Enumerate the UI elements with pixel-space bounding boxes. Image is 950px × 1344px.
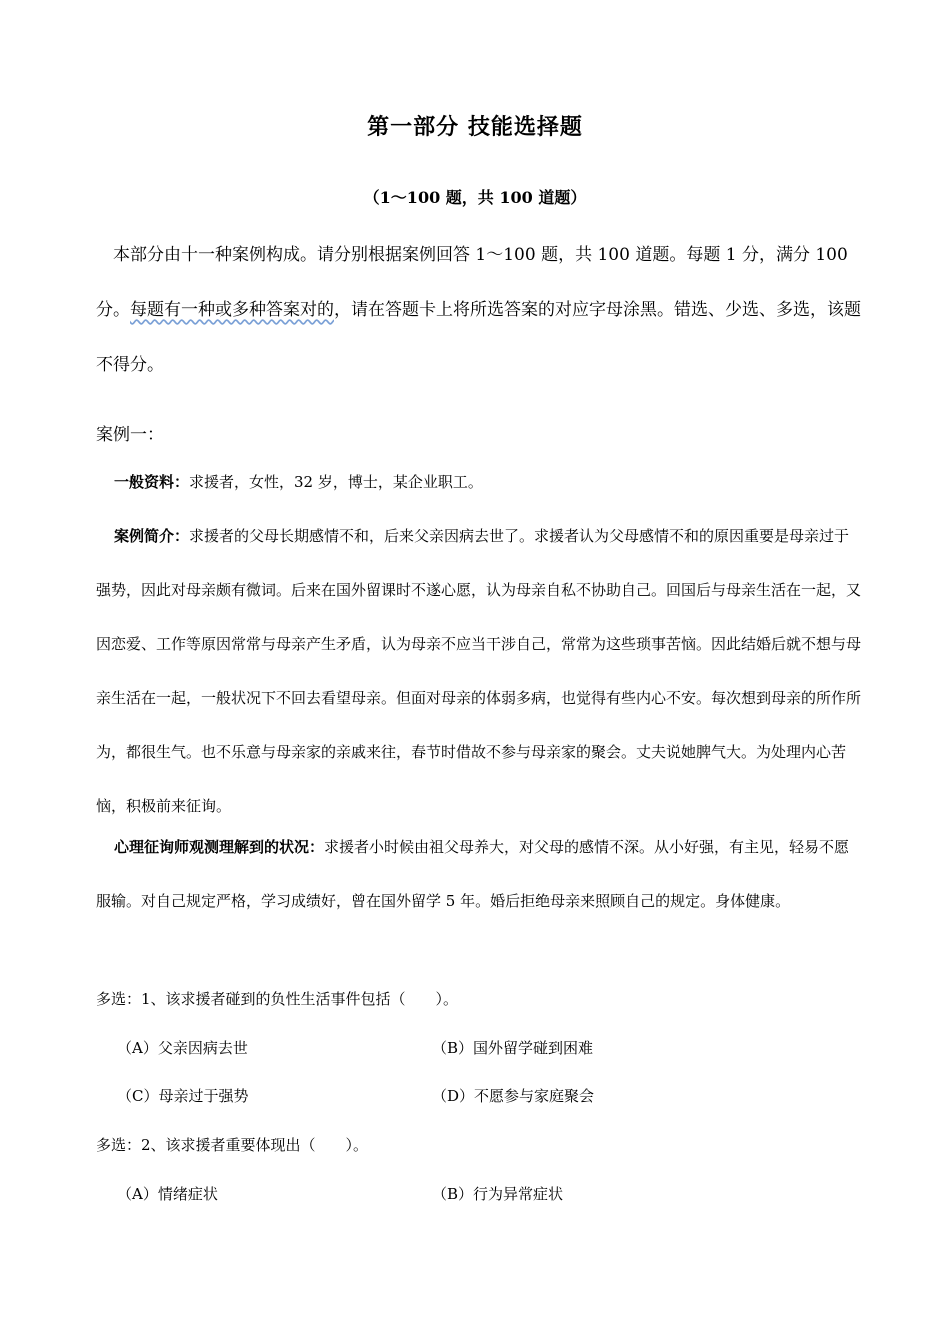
case-summary-paragraph — [96, 509, 861, 833]
general-info-paragraph — [96, 455, 861, 509]
page-title: 第一部分 技能选择题 — [367, 115, 583, 140]
question-2-option-a: （A）情绪症状 — [117, 1185, 218, 1203]
case-heading: 案例一： — [96, 425, 164, 445]
intro-text-3: ，请在答题卡上将所选答案的对应字母涂黑。错选、少选、多选，该题不得分。 — [96, 300, 861, 375]
intro-underlined-text: 每题有一种或多种答案对的 — [130, 300, 334, 320]
intro-paragraph — [96, 228, 866, 393]
question-1-stem: 多选：1、该求援者碰到的负性生活事件包括（ ）。 — [96, 990, 459, 1008]
question-1-option-b: （B）国外留学碰到困难 — [432, 1039, 594, 1057]
page-subtitle: （1～100 题，共 100 道题） — [363, 188, 587, 207]
intro-text-1: 本部分由十一种案例构成。请分别根据案例回答 1～100 题，共 100 道题。每题 1 分，满分 100 分。 — [96, 245, 848, 320]
observation-text: 求援者小时候由祖父母养大，对父母的感情不深。从小好强，有主见，轻易不愿服输。对自己规定严格，学习成绩好，曾在国外留学 5 年。婚后拒绝母亲来照顾自己的规定。身体健康。 — [96, 838, 850, 910]
question-2-option-b: （B）行为异常症状 — [432, 1185, 564, 1203]
observation-label: 心理征询师观测理解到的状况： — [114, 838, 325, 856]
question-1-option-a: （A）父亲因病去世 — [117, 1039, 248, 1057]
question-2-stem: 多选：2、该求援者重要体现出（ ）。 — [96, 1136, 369, 1154]
case-summary-label: 案例简介： — [114, 527, 190, 545]
general-info-label: 一般资料： — [114, 473, 190, 491]
general-info-text: 求援者，女性，32 岁，博士，某企业职工。 — [189, 473, 483, 491]
question-1-option-d: （D）不愿参与家庭聚会 — [432, 1087, 595, 1105]
case-summary-text: 求援者的父母长期感情不和，后来父亲因病去世了。求援者认为父母感情不和的原因重要是母亲过于强势，因此对母亲颇有微词。后来在国外留课时不遂心愿，认为母亲自私不协助自己。回国后与母亲生活在一起，又因恋爱、工作等原因常常与母亲产生矛盾，认为母亲不应当干涉自己，常常为这些琐事苦恼。因此结婚后就不想与母亲生活在一起，一般状况下不回去看望母亲。但面对母亲的体弱多病，也觉得有些内心不安。每次想到母亲的所作所为，都很生气。也不乐意与母亲家的亲戚来往，春节时借故不参与母亲家的聚会。丈夫说她脾气大。为处理内心苦恼，积极前来征询。 — [96, 527, 862, 815]
question-1-option-c: （C）母亲过于强势 — [117, 1087, 249, 1105]
observation-paragraph — [96, 820, 861, 928]
